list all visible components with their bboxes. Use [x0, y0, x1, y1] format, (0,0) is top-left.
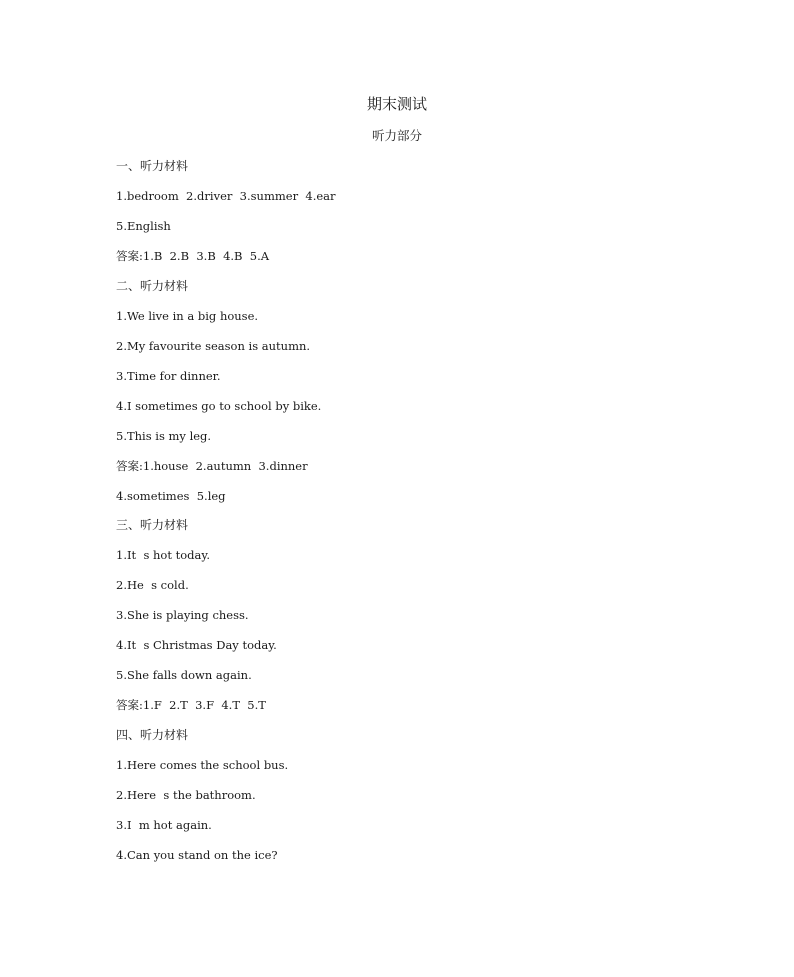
text-line: 3.I m hot again. — [116, 818, 212, 832]
text-line: 1.We live in a big house. — [116, 309, 259, 323]
answer-line: 答案:1.F 2.T 3.F 4.T 5.T — [116, 698, 266, 712]
text-line: 1.bedroom 2.driver 3.summer 4.ear — [116, 189, 336, 203]
text-line: 1.It s hot today. — [116, 548, 210, 562]
text-line: 1.Here comes the school bus. — [116, 758, 289, 772]
text-line: 3.Time for dinner. — [116, 369, 221, 383]
text-line: 5.This is my leg. — [116, 429, 212, 443]
section-heading-1: 一、听力材料 — [116, 159, 189, 173]
text-line: 4.Can you stand on the ice? — [116, 848, 278, 862]
answer-line: 答案:1.house 2.autumn 3.dinner — [116, 459, 308, 473]
text-line: 4.I sometimes go to school by bike. — [116, 399, 322, 413]
page-title: 期末测试 — [366, 95, 427, 113]
section-heading-4: 四、听力材料 — [116, 728, 189, 742]
section-heading-3: 三、听力材料 — [116, 518, 189, 532]
text-line: 4.sometimes 5.leg — [116, 489, 226, 503]
text-line: 2.Here s the bathroom. — [116, 788, 256, 802]
answer-line: 答案:1.B 2.B 3.B 4.B 5.A — [116, 249, 270, 263]
text-line: 2.My favourite season is autumn. — [116, 339, 311, 353]
text-line: 3.She is playing chess. — [116, 608, 249, 622]
text-line: 2.He s cold. — [116, 578, 189, 592]
text-line: 5.She falls down again. — [116, 668, 252, 682]
text-line: 4.It s Christmas Day today. — [116, 638, 277, 652]
section-heading-2: 二、听力材料 — [116, 279, 189, 293]
text-line: 5.English — [116, 219, 171, 233]
section-subtitle: 听力部分 — [371, 128, 422, 143]
